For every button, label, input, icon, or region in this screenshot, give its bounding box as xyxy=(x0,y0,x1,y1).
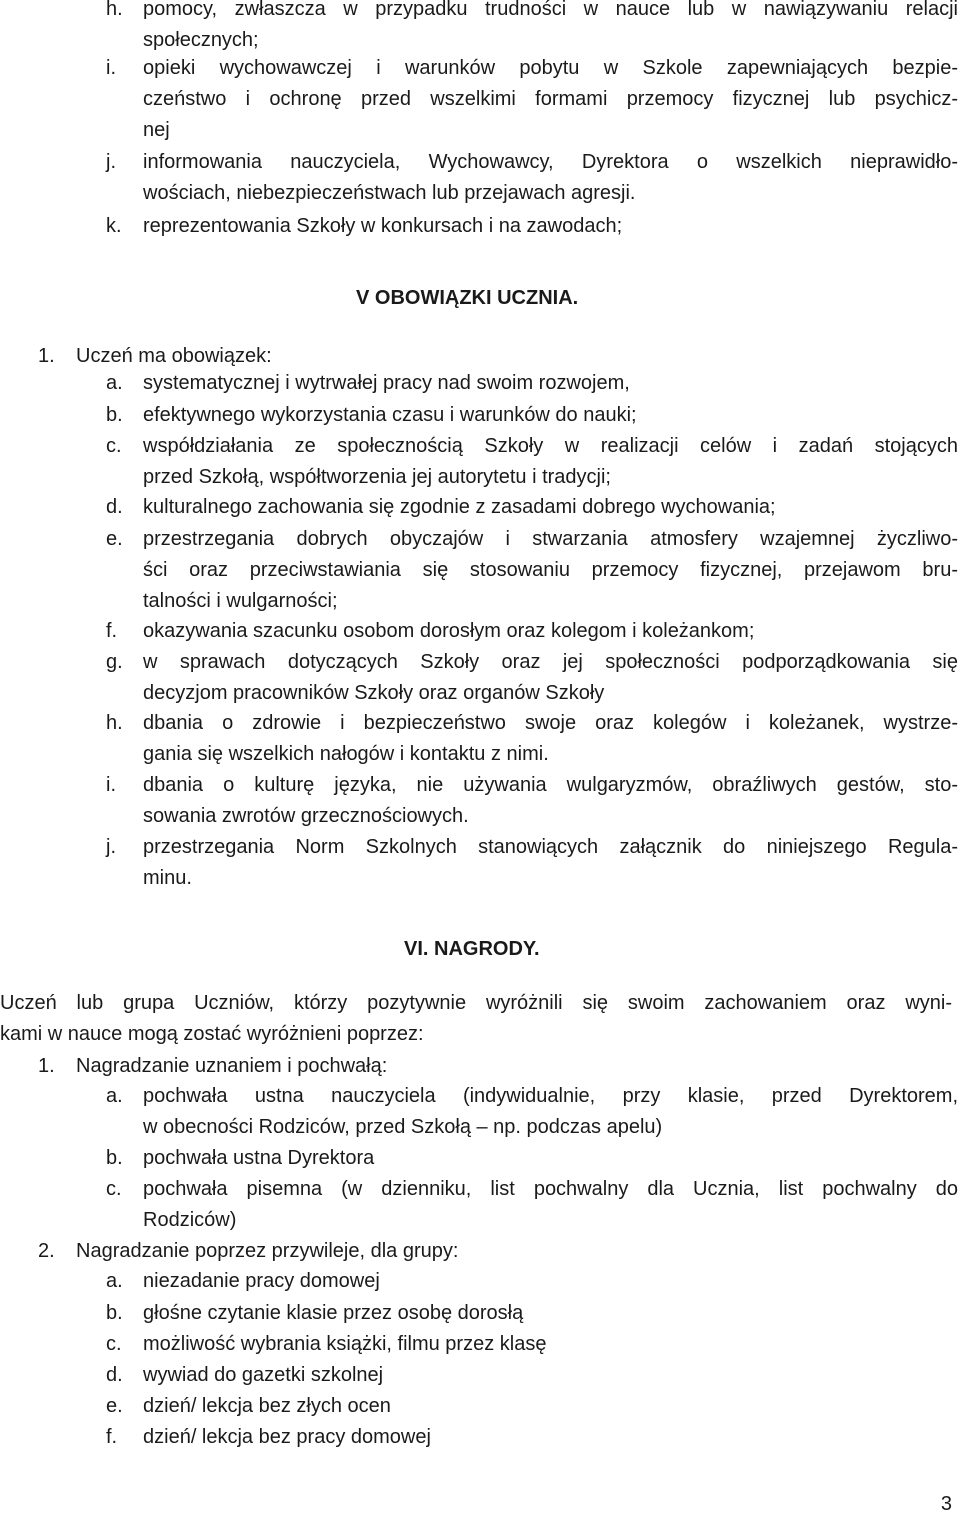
list-item xyxy=(106,647,958,709)
list-item-line: wościach, niebezpieczeństwach lub przejawach agresji. xyxy=(143,182,636,204)
point-number: 2. xyxy=(38,1240,55,1262)
list-item xyxy=(106,53,958,146)
list-item-line: reprezentowania Szkoły w konkursach i na zawodach; xyxy=(143,215,623,237)
list-item-line: przestrzegania dobrych obyczajów i stwarzania atmosfery wzajemnej życzliwo- xyxy=(143,528,958,550)
intro-line: Uczeń lub grupa Uczniów, którzy pozytywnie wyróżnili się swoim zachowaniem oraz wyni- xyxy=(0,992,952,1014)
list-item xyxy=(106,0,958,56)
list-marker: c. xyxy=(106,1178,122,1200)
list-item-line: systematycznej i wytrwałej pracy nad swoim rozwojem, xyxy=(143,372,630,394)
nagrody-intro xyxy=(0,988,952,1050)
list-item xyxy=(106,400,958,431)
point-number: 1. xyxy=(38,1055,55,1077)
list-item-line: okazywania szacunku osobom dorosłym oraz kolegom i koleżankom; xyxy=(143,620,755,642)
list-item-line: głośne czytanie klasie przez osobę dorosłą xyxy=(143,1302,524,1324)
list-item-line: dzień/ lekcja bez złych ocen xyxy=(143,1395,391,1417)
list-item-line: czeństwo i ochronę przed wszelkimi formami przemocy fizycznej lub psychicz- xyxy=(143,88,958,110)
list-marker: e. xyxy=(106,1395,123,1417)
numbered-point xyxy=(38,1052,388,1080)
list-marker: j. xyxy=(106,151,116,173)
point-label: Nagradzanie uznaniem i pochwałą: xyxy=(76,1055,388,1077)
list-item xyxy=(106,1298,958,1329)
section-heading-obowiazki: V OBOWIĄZKI UCZNIA. xyxy=(356,287,579,309)
list-item-line: pomocy, zwłaszcza w przypadku trudności w nauce lub w nawiązywaniu relacji xyxy=(143,0,958,20)
intro-line: kami w nauce mogą zostać wyróżnieni poprzez: xyxy=(0,1023,424,1045)
list-item-line: dzień/ lekcja bez pracy domowej xyxy=(143,1426,431,1448)
list-item xyxy=(106,708,958,770)
list-item-line: dbania o zdrowie i bezpieczeństwo swoje oraz kolegów i koleżanek, wystrze- xyxy=(143,712,958,734)
list-item-line: Rodziców) xyxy=(143,1209,237,1231)
list-marker: c. xyxy=(106,1333,122,1355)
list-item-line: dbania o kulturę języka, nie używania wulgaryzmów, obraźliwych gestów, sto- xyxy=(143,774,958,796)
list-item-line: pochwała ustna Dyrektora xyxy=(143,1147,375,1169)
list-item-line: w obecności Rodziców, przed Szkołą – np. podczas apelu) xyxy=(143,1116,663,1138)
list-marker: a. xyxy=(106,1270,123,1292)
list-item xyxy=(106,832,958,894)
list-marker: f. xyxy=(106,620,118,642)
list-item-line: pochwała pisemna (w dzienniku, list pochwalny dla Ucznia, list pochwalny do xyxy=(143,1178,958,1200)
list-item-line: przed Szkołą, współtworzenia jej autorytetu i tradycji; xyxy=(143,466,611,488)
list-marker: j. xyxy=(106,836,116,858)
list-item-line: ści oraz przeciwstawiania się stosowaniu przemocy fizycznej, przejawom bru- xyxy=(143,559,958,581)
list-item xyxy=(106,147,958,209)
list-marker: h. xyxy=(106,0,123,20)
list-item xyxy=(106,770,958,832)
list-item-line: w sprawach dotyczących Szkoły oraz jej społeczności podporządkowania się xyxy=(143,651,958,673)
list-item-line: opieki wychowawczej i warunków pobytu w Szkole zapewniających bezpie- xyxy=(143,57,958,79)
list-item-line: kulturalnego zachowania się zgodnie z zasadami dobrego wychowania; xyxy=(143,496,776,518)
list-item xyxy=(106,1081,958,1143)
list-item-line: możliwość wybrania książki, filmu przez klasę xyxy=(143,1333,547,1355)
list-item xyxy=(106,211,958,242)
numbered-point xyxy=(38,1237,459,1265)
section-heading-nagrody: VI. NAGRODY. xyxy=(404,938,540,960)
list-item xyxy=(106,524,958,617)
list-item-line: sowania zwrotów grzecznościowych. xyxy=(143,805,469,827)
list-item-line: decyzjom pracowników Szkoły oraz organów Szkoły xyxy=(143,682,605,704)
list-marker: i. xyxy=(106,57,116,79)
point-number: 1. xyxy=(38,345,55,367)
page-number: 3 xyxy=(940,1493,952,1515)
list-item-line: współdziałania ze społecznością Szkoły w realizacji celów i zadań stojących xyxy=(143,435,958,457)
list-item-line: wywiad do gazetki szkolnej xyxy=(143,1364,384,1386)
list-item-line: społecznych; xyxy=(143,29,259,51)
list-marker: b. xyxy=(106,1302,123,1324)
list-marker: a. xyxy=(106,372,123,394)
list-item xyxy=(106,1360,958,1391)
list-marker: f. xyxy=(106,1426,118,1448)
list-item xyxy=(106,1266,958,1297)
list-item xyxy=(106,1143,958,1174)
list-item xyxy=(106,431,958,493)
list-item-line: talności i wulgarności; xyxy=(143,590,338,612)
list-marker: c. xyxy=(106,435,122,457)
list-marker: d. xyxy=(106,496,123,518)
list-item xyxy=(106,616,958,647)
point-label: Nagradzanie poprzez przywileje, dla grupy: xyxy=(76,1240,459,1262)
list-item xyxy=(106,492,958,523)
list-item-line: efektywnego wykorzystania czasu i warunków do nauki; xyxy=(143,404,637,426)
list-marker: b. xyxy=(106,1147,123,1169)
list-item-line: gania się wszelkich nałogów i kontaktu z nimi. xyxy=(143,743,549,765)
list-marker: b. xyxy=(106,404,123,426)
list-item-line: informowania nauczyciela, Wychowawcy, Dyrektora o wszelkich nieprawidło- xyxy=(143,151,958,173)
list-item xyxy=(106,1174,958,1236)
list-marker: i. xyxy=(106,774,116,796)
list-item-line: niezadanie pracy domowej xyxy=(143,1270,380,1292)
list-marker: g. xyxy=(106,651,123,673)
list-item xyxy=(106,1329,958,1360)
list-item-line: nej xyxy=(143,119,170,141)
list-marker: d. xyxy=(106,1364,123,1386)
point-label: Uczeń ma obowiązek: xyxy=(76,345,272,367)
list-item xyxy=(106,1422,958,1453)
list-item-line: przestrzegania Norm Szkolnych stanowiących załącznik do niniejszego Regula- xyxy=(143,836,958,858)
list-marker: a. xyxy=(106,1085,123,1107)
list-item-line: minu. xyxy=(143,867,192,889)
numbered-point xyxy=(38,342,272,370)
list-item xyxy=(106,1391,958,1422)
list-item xyxy=(106,368,958,399)
list-marker: k. xyxy=(106,215,122,237)
list-marker: e. xyxy=(106,528,123,550)
list-marker: h. xyxy=(106,712,123,734)
list-item-line: pochwała ustna nauczyciela (indywidualnie, przy klasie, przed Dyrektorem, xyxy=(143,1085,958,1107)
